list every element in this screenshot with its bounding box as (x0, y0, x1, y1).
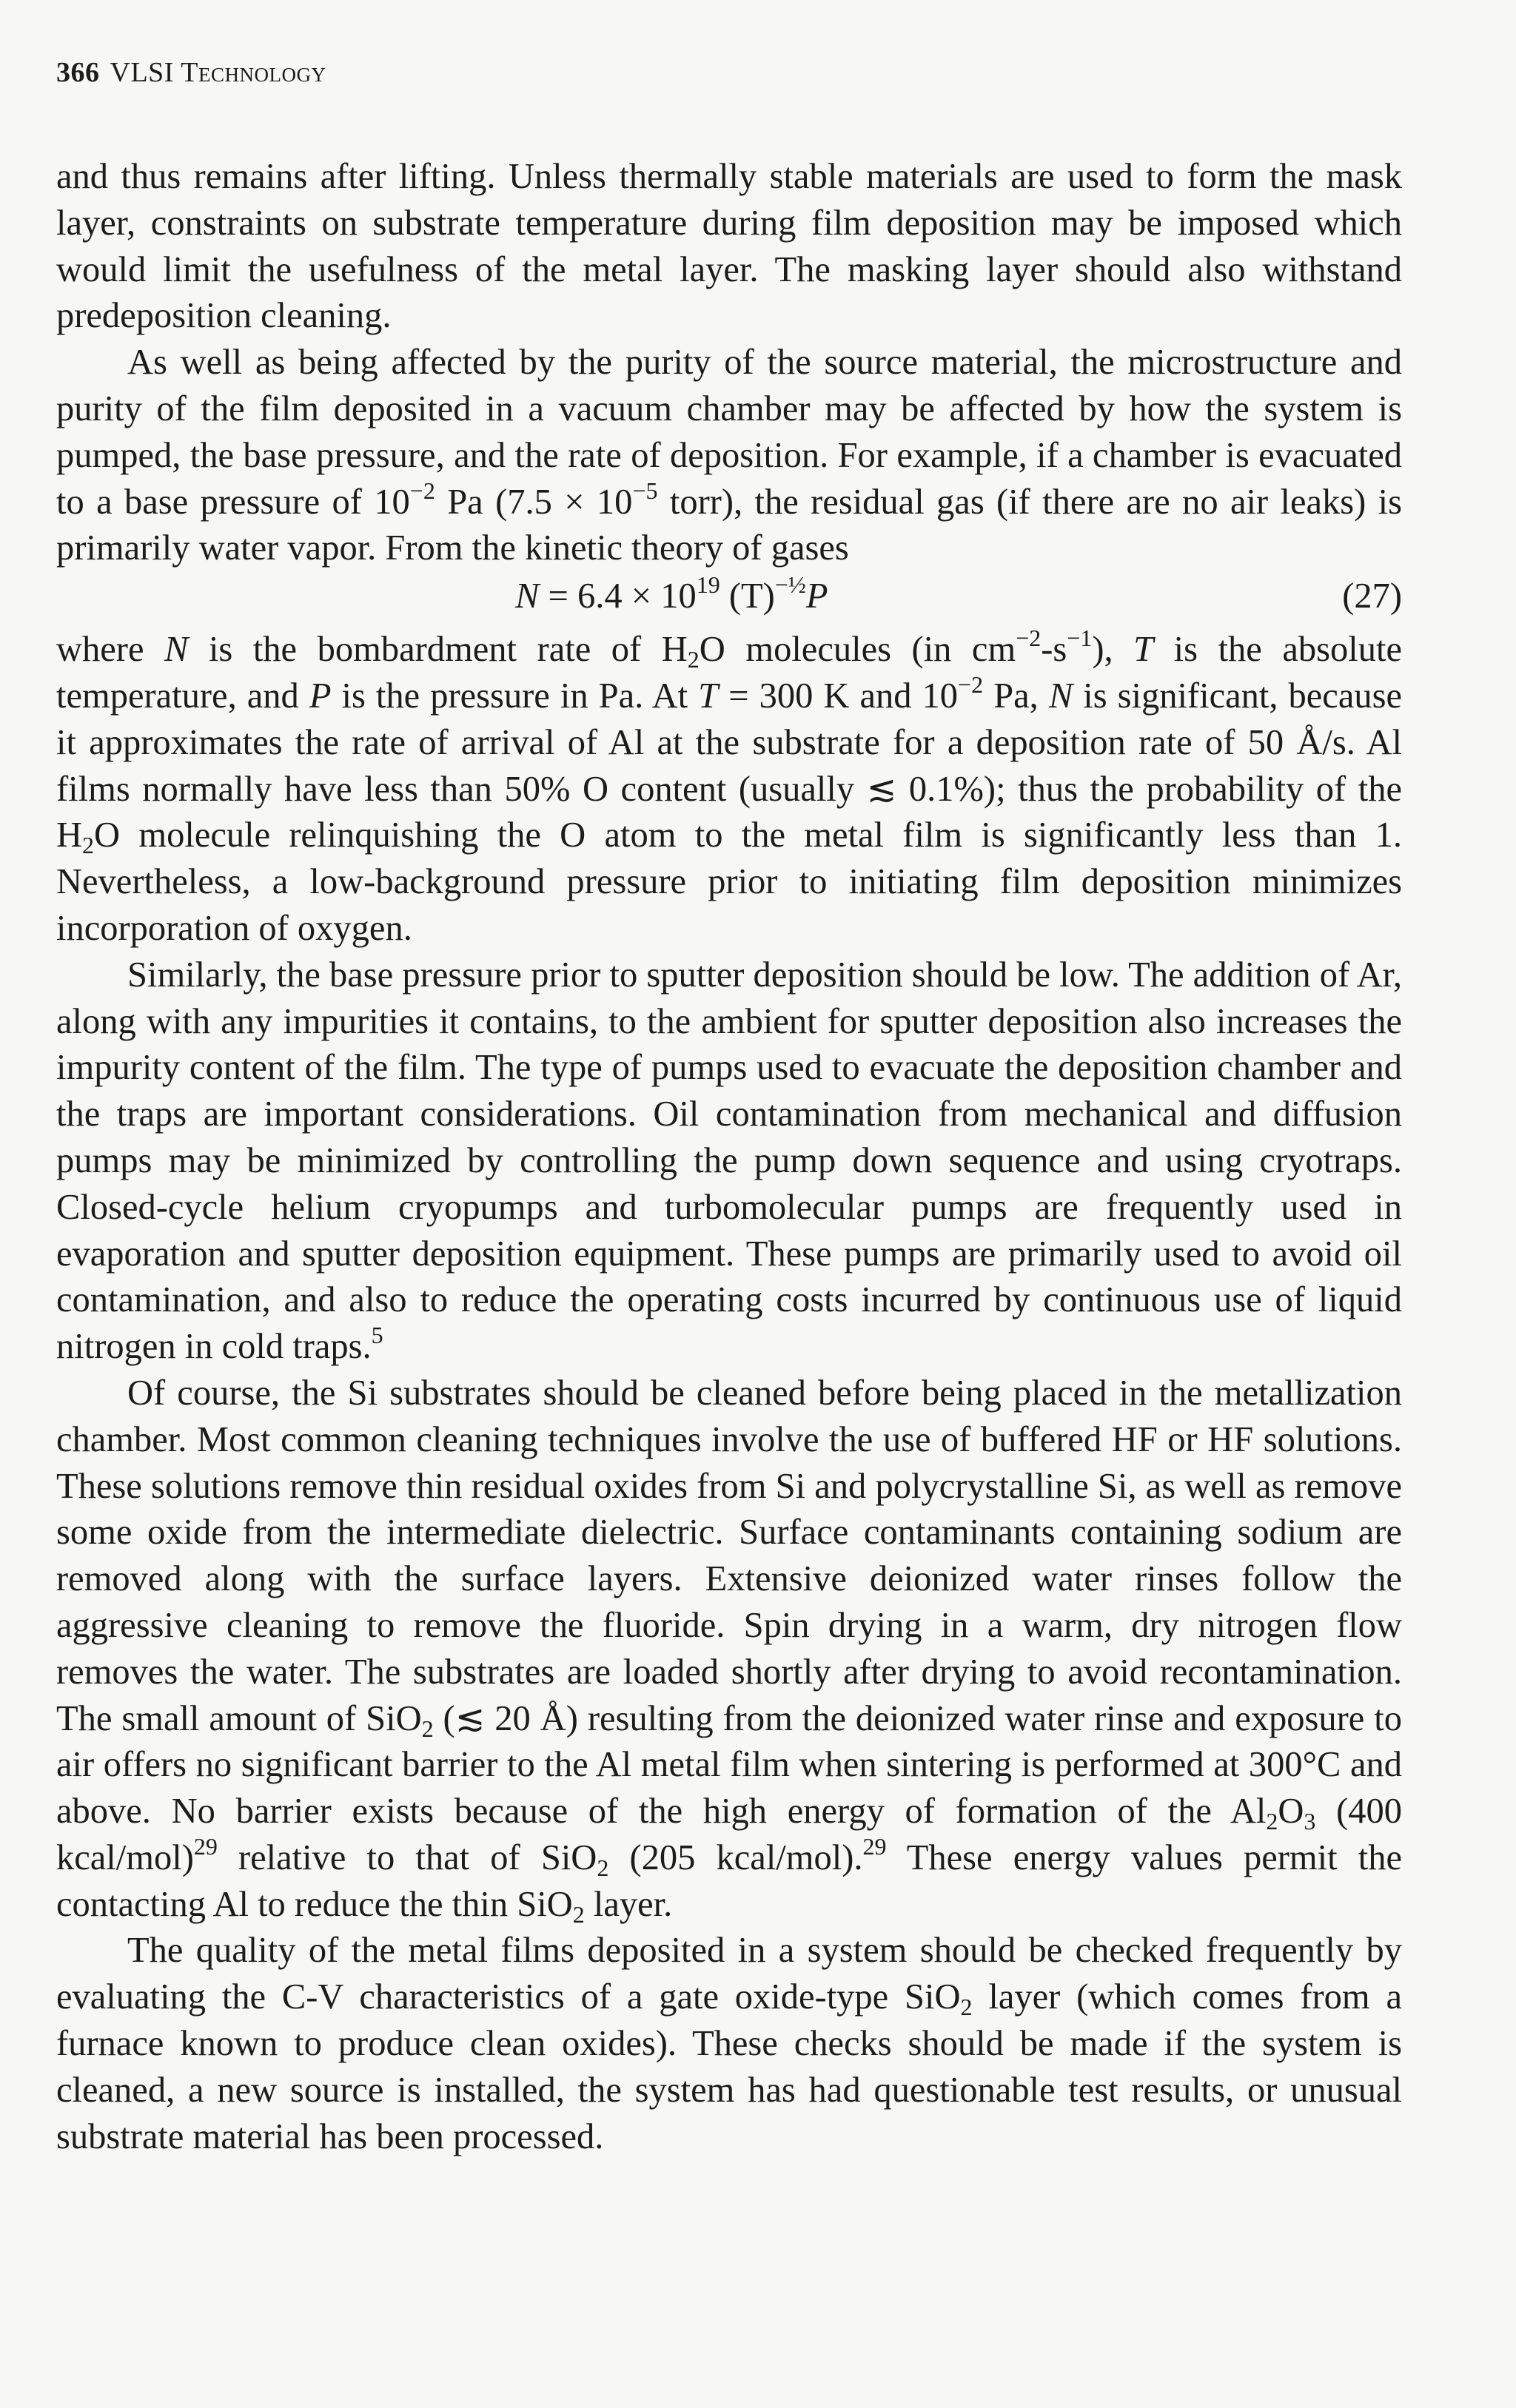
text-run: Pa (7.5 × 10 (435, 482, 633, 522)
text-run: (≲ 20 Å) resulting from the deionized water rinse and exposure to air offers no significant barrier to the Al metal film when sintering is performed at 300°C and above. No barrier exists because of the high energy of formation of the Al (56, 1698, 1402, 1832)
equation-number: (27) (1342, 576, 1402, 616)
text-run: (205 kcal/mol). (608, 1837, 863, 1877)
text-run: where (56, 630, 165, 670)
text-run: O molecules (in cm (699, 630, 1016, 670)
equation-27 (56, 571, 1402, 627)
text-run: As well as being affected by the purity of the source material, the microstructure and purity of the film deposited in a vacuum chamber may be affected by how the system is pumped, the base pressure, and the rate of deposition. For example, if a chamber is evacuated to a base pressure of 10 (56, 343, 1402, 522)
equation-variable: P (805, 576, 828, 616)
text-run: is significant, because it approximates the rate of arrival of Al at the substrate for a deposition rate of 50 Å/s. Al films normally have less than 50% O content (usually ≲ 0.1%); thus the probability of the H (56, 676, 1402, 855)
text-run: = 300 K and 10 (718, 676, 959, 716)
text-run: relative to that of SiO (217, 1837, 597, 1877)
superscript: −2 (958, 671, 984, 699)
text-run: torr), the residual gas (if there are no air leaks) is primarily water vapor. From the kinetic theory of gases (56, 482, 1402, 568)
paragraph-2 (56, 340, 1402, 572)
subscript: 2 (687, 646, 700, 673)
reference-marker: 29 (862, 1833, 887, 1860)
paragraph-3 (56, 627, 1402, 952)
text-run: is the absolute temperature, and (56, 630, 1402, 716)
text-run: The quality of the metal films deposited in a system should be checked frequently by evaluating the C-V characteristics of a gate oxide-type SiO (56, 1931, 1402, 2017)
equation-text: = 6.4 × 10 (539, 576, 697, 616)
text-run: layer (which comes from a furnace known to produce clean oxides). These checks should be made if the system is cleaned, a new source is installed, the system has had questionable test results, or unusual substrate material has been processed. (56, 1977, 1402, 2156)
text-run: Of course, the Si substrates should be cleaned before being placed in the metallization chamber. Most common cleaning techniques involve the use of buffered HF or HF solutions. These solutions remove thin residual oxides from Si and polycrystalline Si, as well as remove some oxide from the intermediate dielectric. Surface contaminants containing sodium are removed along with the surface layers. Extensive deionized water rinses follow the aggressive cleaning to remove the fluoride. Spin drying in a warm, dry nitrogen flow removes the water. The substrates are loaded shortly after drying to avoid recontamination. The small amount of SiO (56, 1373, 1402, 1738)
text-run: layer. (584, 1884, 673, 1924)
paragraph-1 (56, 154, 1402, 340)
variable: N (1048, 676, 1073, 716)
reference-marker: 5 (371, 1322, 383, 1349)
subscript: 2 (572, 1900, 585, 1928)
text-run: is the pressure in Pa. At (331, 676, 699, 716)
text-run: O molecule relinquishing the O atom to the metal film is significantly less than 1. Nevertheless, a low-background pressure prior to initiating film deposition minimizes incorporation of oxygen. (56, 815, 1402, 948)
text-run: Pa, (983, 676, 1049, 716)
variable: N (164, 630, 189, 670)
text-run: and thus remains after lifting. Unless thermally stable materials are used to form the mask layer, constraints on substrate temperature during film deposition may be imposed which would limit the usefulness of the metal layer. The masking layer should also withstand predeposition cleaning. (56, 157, 1402, 336)
text-run: These energy values permit the contacting Al to reduce the thin SiO (56, 1837, 1402, 1924)
variable: P (309, 676, 332, 716)
text-run: -s (1041, 630, 1067, 670)
superscript: −½ (774, 571, 806, 599)
paragraph-6 (56, 1928, 1402, 2160)
text-run: ), (1092, 630, 1134, 670)
reference-marker: 29 (193, 1833, 218, 1860)
text-run: O (1278, 1792, 1304, 1832)
equation-body (515, 571, 828, 620)
text-run: (400 kcal/mol) (56, 1792, 1402, 1877)
variable: T (1133, 630, 1154, 670)
equation-text: (T) (720, 576, 775, 616)
subscript: 3 (1304, 1808, 1316, 1835)
equation-variable: N (515, 576, 540, 616)
subscript: 2 (597, 1854, 609, 1881)
superscript: −2 (409, 477, 435, 504)
running-title: VLSI Technology (110, 57, 326, 88)
subscript: 2 (82, 832, 95, 859)
paragraph-4 (56, 952, 1402, 1371)
superscript: −5 (632, 477, 658, 504)
subscript: 2 (960, 1994, 973, 2021)
subscript: 2 (1266, 1808, 1278, 1835)
variable: T (698, 676, 719, 716)
paragraph-5 (56, 1371, 1402, 1928)
main-text (56, 154, 1402, 2160)
running-header (56, 56, 326, 89)
superscript: −2 (1016, 625, 1042, 652)
subscript: 2 (421, 1715, 434, 1742)
text-run: Similarly, the base pressure prior to sputter deposition should be low. The addition of Ar, along with any impurities it contains, to the ambient for sputter deposition also increases the impurity content of the film. The type of pumps used to evacuate the deposition chamber and the traps are important considerations. Oil contamination from mechanical and diffusion pumps may be minimized by controlling the pump down sequence and using cryotraps. Closed-cycle helium cryopumps and turbomolecular pumps are frequently used in evaporation and sputter deposition equipment. These pumps are primarily used to avoid oil contamination, and also to reduce the operating costs incurred by continuous use of liquid nitrogen in cold traps. (56, 955, 1402, 1367)
superscript: −1 (1067, 625, 1093, 652)
text-run: is the bombardment rate of H (188, 630, 688, 670)
superscript: 19 (696, 571, 720, 599)
page-number: 366 (56, 57, 100, 88)
